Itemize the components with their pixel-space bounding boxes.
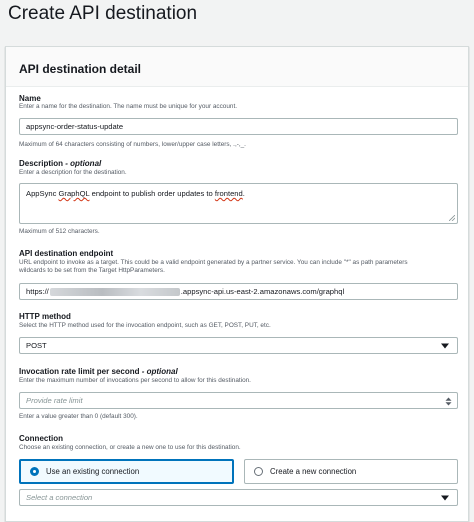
description-constraint: Maximum of 512 characters. [19, 228, 100, 235]
rate-input[interactable] [19, 392, 458, 409]
method-description: Select the HTTP method used for the invocation endpoint, such as GET, POST, PUT, etc. [19, 322, 271, 329]
description-text-1: AppSync [26, 189, 59, 198]
rate-optional-text: - optional [141, 367, 178, 376]
description-text-flagged-1: GraphQL [58, 189, 90, 198]
radio-unselected-icon [254, 467, 263, 476]
rate-label-text: Invocation rate limit per second [19, 367, 140, 376]
endpoint-description-2: wildcards to be set from the Target HttpParameters. [19, 267, 165, 274]
endpoint-input[interactable] [19, 283, 458, 300]
description-text-3: . [242, 189, 245, 198]
endpoint-suffix: .appsync-api.us-east-2.amazonaws.com/graphql [180, 287, 345, 296]
page-title: Create API destination [8, 3, 198, 24]
panel-header [6, 47, 468, 87]
name-label: Name [19, 94, 41, 103]
description-hint: Enter a description for the destination. [19, 169, 127, 176]
new-connection-label: Create a new connection [270, 467, 357, 476]
rate-constraint: Enter a value greater than 0 (default 300). [19, 413, 138, 420]
caret-down-icon [441, 343, 449, 348]
connection-select[interactable] [19, 489, 458, 506]
name-input-value: appsync-order-status-update [26, 122, 124, 131]
rate-input-placeholder: Provide rate limit [26, 396, 83, 405]
api-destination-detail-panel [5, 46, 469, 522]
panel-title: API destination detail [19, 62, 142, 76]
method-select[interactable] [19, 337, 458, 354]
name-description: Enter a name for the destination. The name must be unique for your account. [19, 103, 238, 110]
redacted-region [50, 288, 180, 296]
endpoint-label: API destination endpoint [19, 249, 114, 258]
method-label: HTTP method [19, 312, 71, 321]
name-input[interactable] [19, 118, 458, 135]
radio-selected-icon [30, 467, 39, 476]
rate-description: Enter the maximum number of invocations per second to allow for this destination. [19, 377, 251, 384]
description-textarea[interactable] [19, 183, 458, 224]
existing-connection-label: Use an existing connection [46, 467, 140, 476]
name-constraint: Maximum of 64 characters consisting of numbers, lower/upper case letters, .,-,_. [19, 141, 246, 148]
existing-connection-option[interactable] [19, 459, 234, 484]
endpoint-prefix: https:// [26, 287, 49, 296]
description-label [19, 159, 101, 168]
description-text-2: endpoint to publish order updates to [89, 189, 215, 198]
rate-label [19, 367, 178, 376]
connection-description: Choose an existing connection, or create a new one to use for this destination. [19, 444, 241, 451]
description-text-flagged-2: frontend [214, 189, 243, 198]
caret-down-icon [441, 495, 449, 500]
endpoint-description-1: URL endpoint to invoke as a target. This could be a valid endpoint generated by a partner service. You can include "*" as path parameters [19, 259, 408, 266]
connection-label: Connection [19, 434, 63, 443]
description-optional-text: - optional [65, 159, 102, 168]
connection-select-placeholder: Select a connection [26, 493, 93, 502]
new-connection-option[interactable] [244, 459, 458, 484]
description-label-text: Description [19, 159, 64, 168]
stepper-icon[interactable] [445, 397, 452, 406]
resize-handle-icon[interactable] [449, 215, 455, 221]
method-select-value: POST [26, 341, 47, 350]
